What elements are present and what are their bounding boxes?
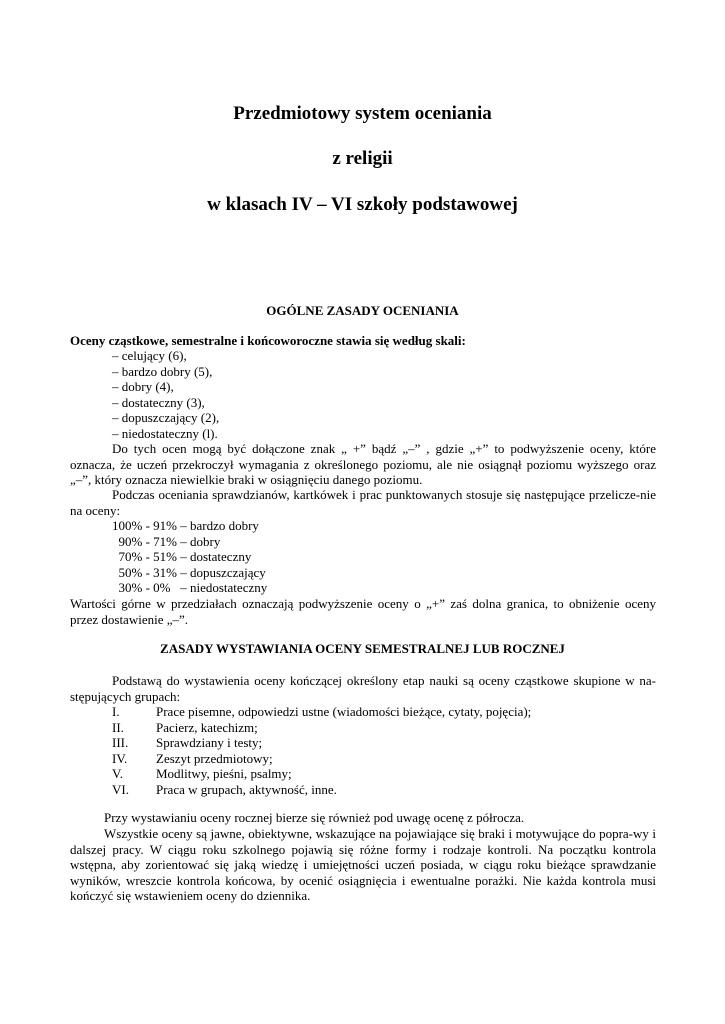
list-item bbox=[112, 782, 612, 798]
list-item: – niedostateczny (l). bbox=[112, 425, 218, 441]
groups-intro-paragraph: Podstawą do wystawienia oceny kończącej określony etap nauki są oceny cząstkowe skupione w na-stępujących grupach: bbox=[70, 673, 656, 704]
title-line-2: z religii bbox=[332, 148, 393, 169]
grade-scale-list bbox=[112, 348, 512, 441]
title-line-3: w klasach IV – VI szkoły podstawowej bbox=[207, 194, 518, 215]
list-item: – dobry (4), bbox=[112, 379, 174, 394]
list-number: V. bbox=[112, 766, 123, 781]
list-number: VI. bbox=[112, 781, 129, 797]
scale-intro: Oceny cząstkowe, semestralne i końcoworoczne stawia się według skali: bbox=[70, 333, 466, 348]
list-item bbox=[112, 751, 612, 767]
list-item: – dopuszczający (2), bbox=[112, 410, 220, 425]
list-item bbox=[112, 766, 612, 782]
list-item: 90% - 71% – dobry bbox=[112, 533, 221, 549]
list-item: – celujący (6), bbox=[112, 348, 187, 363]
list-text: Zeszyt przedmiotowy; bbox=[156, 750, 273, 766]
transparency-paragraph: Wszystkie oceny są jawne, obiektywne, wskazujące na pojawiające się braki i motywujące do popra-wy i dalszej pracy. W ciągu roku szkolnego pojawią się różne formy i rodzaje kontroli. Na początku kontrola wstępna, aby zorientować się jaką wiedzę i umiejętności uczeń posiada, w ciągu roku bieżące sprawdzanie wyników, wreszcie kontrola końcowa, by ocenić osiągnięcia i ewentualne porażki. Nie każda kontrola musi kończyć się wstawieniem oceny do dziennika. bbox=[70, 826, 656, 903]
percent-scale-list bbox=[112, 518, 412, 596]
bounds-note-paragraph: Wartości górne w przedziałach oznaczają podwyższenie oceny o „+” zaś dolna granica, to obniżenie oceny przez dostawienie „–”. bbox=[70, 596, 656, 627]
section-heading-general: OGÓLNE ZASADY OCENIANIA bbox=[266, 303, 459, 318]
list-item: 30% - 0% – niedostateczny bbox=[112, 580, 268, 595]
list-item bbox=[112, 720, 612, 736]
title-line-1: Przedmiotowy system oceniania bbox=[233, 103, 492, 124]
list-number: IV. bbox=[112, 750, 128, 766]
list-item: 50% - 31% – dopuszczający bbox=[112, 564, 266, 580]
plus-minus-paragraph: Do tych ocen mogą być dołączone znak „ +” bądź „–” , gdzie „+” to podwyższenie oceny, które oznacza, że uczeń przekroczył wymagania z określonego poziomu, ale nie osiągnął poziomu wyższego oraz „–”, który oznacza niewielkie braki w osiągnięciu danego poziomu. bbox=[70, 441, 656, 487]
list-number: II. bbox=[112, 719, 124, 735]
list-number: III. bbox=[112, 735, 129, 750]
list-number: I. bbox=[112, 704, 120, 719]
list-item: 100% - 91% – bardzo dobry bbox=[112, 518, 259, 533]
list-text: Modlitwy, pieśni, psalmy; bbox=[156, 766, 292, 781]
list-text: Pacierz, katechizm; bbox=[156, 719, 258, 735]
grade-groups-list bbox=[112, 704, 612, 797]
list-text: Praca w grupach, aktywność, inne. bbox=[156, 781, 337, 797]
tests-intro-paragraph: Podczas oceniania sprawdzianów, kartkówek i prac punktowanych stosuje się następujące przelicze-nie na oceny: bbox=[70, 487, 656, 518]
list-text: Prace pisemne, odpowiedzi ustne (wiadomości bieżące, cytaty, pojęcia); bbox=[156, 704, 532, 719]
list-item: – bardzo dobry (5), bbox=[112, 363, 213, 379]
list-item bbox=[112, 735, 612, 751]
section-heading-final-grade: ZASADY WYSTAWIANIA OCENY SEMESTRALNEJ LUB ROCZNEJ bbox=[160, 641, 565, 656]
list-item bbox=[112, 704, 612, 720]
half-year-paragraph: Przy wystawianiu oceny rocznej bierze się również pod uwagę ocenę z półrocza. bbox=[104, 810, 525, 825]
list-text: Sprawdziany i testy; bbox=[156, 735, 263, 750]
list-item: 70% - 51% – dostateczny bbox=[112, 549, 252, 564]
list-item: – dostateczny (3), bbox=[112, 394, 205, 410]
